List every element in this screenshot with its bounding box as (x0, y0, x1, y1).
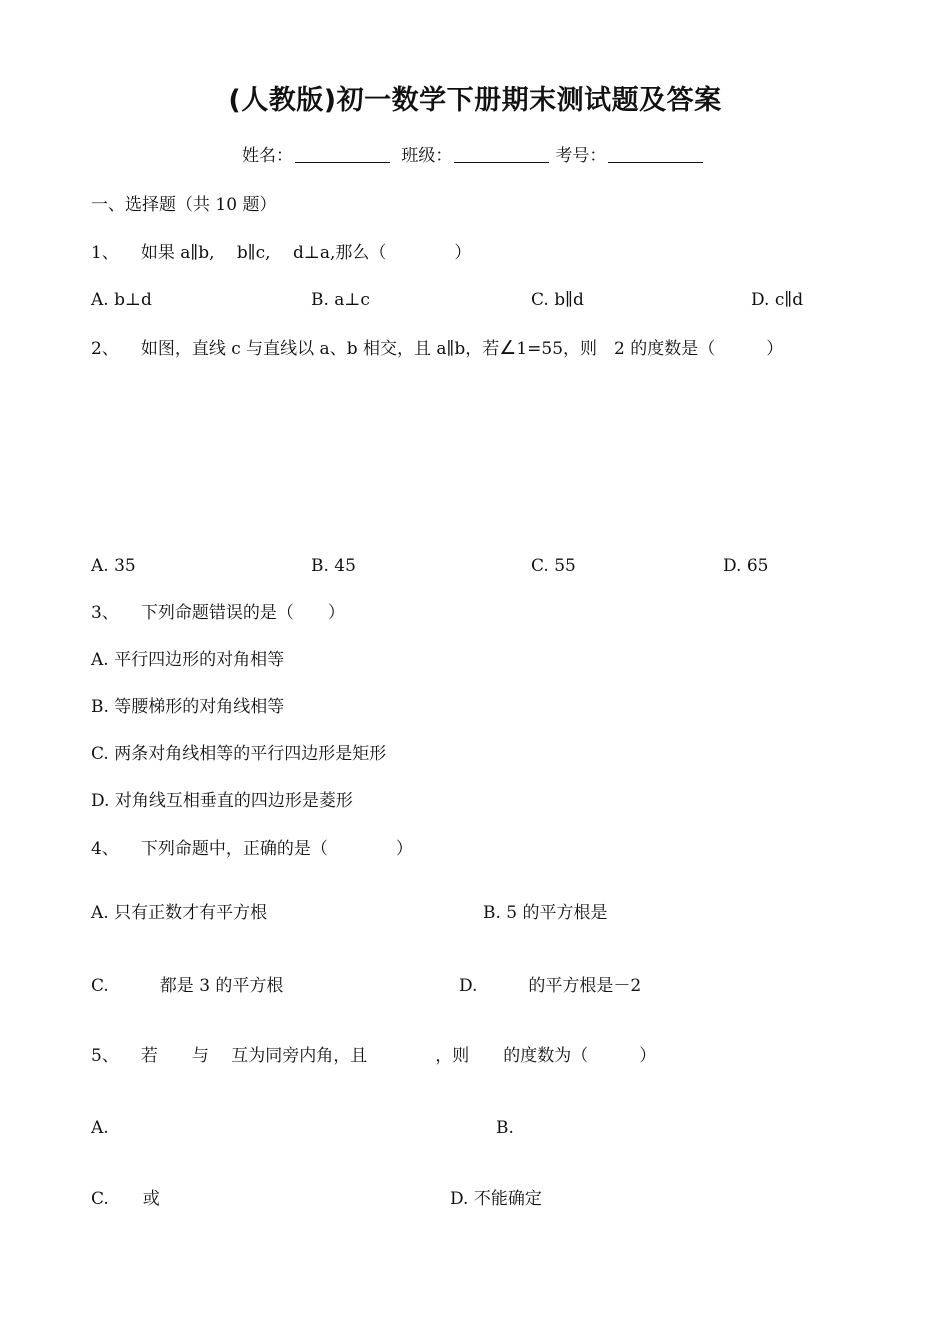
number-blank (608, 146, 703, 163)
question-number: 5、 (91, 1046, 119, 1066)
question-2 (91, 337, 783, 360)
q5-option-a: A. (91, 1118, 109, 1138)
question-number: 1、 (91, 243, 119, 263)
q1-option-c: C. b∥d (531, 290, 584, 310)
question-3 (91, 603, 345, 623)
q4-option-d: D. 的平方根是－2 (459, 976, 642, 996)
question-5 (91, 1046, 656, 1066)
question-stem: 如果 a∥b, b∥c, d⊥a,那么（ ） (140, 243, 472, 263)
question-number: 2、 (91, 339, 119, 359)
number-label: 考号： (555, 146, 607, 166)
question-stem: 下列命题中，正确的是（ ） (140, 839, 413, 859)
question-4 (91, 839, 413, 859)
question-stem: 下列命题错误的是（ ） (140, 603, 345, 623)
question-1 (91, 243, 471, 263)
question-number: 3、 (91, 603, 119, 623)
section-heading: 一、选择题（共 10 题） (91, 195, 277, 215)
q3-option-a: A. 平行四边形的对角相等 (91, 650, 285, 670)
q4-option-b: B. 5 的平方根是 (483, 903, 608, 923)
angle-symbol: ∠ (499, 337, 517, 359)
q1-option-b: B. a⊥c (311, 290, 370, 310)
q5-option-d: D. 不能确定 (450, 1189, 542, 1209)
name-blank (295, 146, 390, 163)
q2-option-c: C. 55 (531, 556, 576, 576)
name-label: 姓名： (242, 146, 293, 166)
page-title: (人教版)初一数学下册期末测试题及答案 (228, 85, 722, 116)
question-stem-part-1: 如图，直线 c 与直线以 a、b 相交，且 a∥b，若 (140, 339, 500, 359)
q4-option-c: C. 都是 3 的平方根 (91, 976, 284, 996)
q2-option-b: B. 45 (311, 556, 356, 576)
student-info-line (242, 146, 709, 166)
q2-option-d: D. 65 (723, 556, 769, 576)
q5-option-c: C. 或 (91, 1189, 160, 1209)
q3-option-d: D. 对角线互相垂直的四边形是菱形 (91, 791, 353, 811)
q1-option-a: A. b⊥d (91, 290, 152, 310)
q1-option-d: D. c∥d (751, 290, 804, 310)
class-blank (454, 146, 549, 163)
q4-option-a: A. 只有正数才有平方根 (91, 903, 268, 923)
q3-option-c: C. 两条对角线相等的平行四边形是矩形 (91, 744, 387, 764)
q5-option-b: B. (496, 1118, 514, 1138)
question-stem: 若 与 互为同旁内角，且 ，则 的度数为（ ） (140, 1046, 657, 1066)
q3-option-b: B. 等腰梯形的对角线相等 (91, 697, 285, 717)
class-label: 班级： (401, 146, 453, 166)
question-number: 4、 (91, 839, 119, 859)
q2-option-a: A. 35 (91, 556, 136, 576)
question-stem-part-2: 1=55，则 2 的度数是（ ） (516, 339, 784, 359)
